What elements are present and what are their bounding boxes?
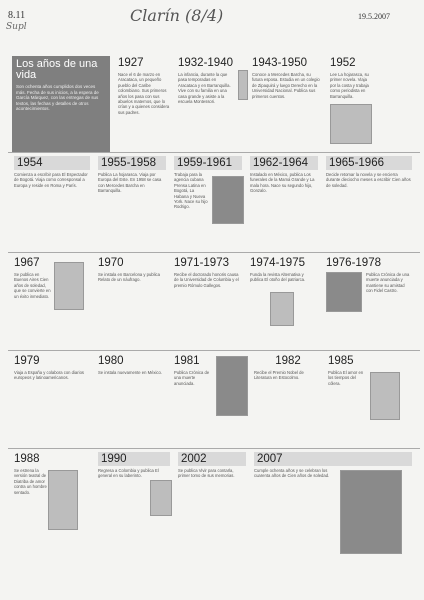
timeline-entry [10,154,94,250]
entry-text: Conoce a Mercedes Barcha, su futura esposa. Estudia en un colegio de Zipaquirá y luego Derecho en la Universidad Nacional. Publica sus primeros cuentos. [252,72,320,99]
timeline-entry [250,352,326,448]
entry-text: Lee La hojarasca, su primer novela. Viaja por la costa y trabaja como periodista en Barranquilla. [330,72,369,99]
masthead: Clarín (8/4) [130,6,224,25]
entry-text: Publica La hojarasca. Viaja por Europa del Este. En 1958 se casa con Mercedes Barcha en Barranquilla. [98,172,162,194]
entry-text: Funda la revista Alternativa y publica El otoño del patriarca. [250,272,306,283]
page-header [0,4,424,34]
book-cover-photo [48,470,78,530]
entry-text: La infancia, durante la que pasa temporadas en Aracataca y en Barranquilla. Vive con su familia en una casa grande y asiste a la escuela Montessori. [178,72,231,105]
portrait-photo [340,470,402,554]
row-divider [8,252,420,253]
book-cover-photo [370,372,400,420]
entry-year: 2002 [178,452,246,466]
book-cover-photo [54,262,84,310]
entry-year: 1985 [328,355,354,367]
house-photo [330,104,372,144]
entry-text: Decide retomar la novela y se encierra durante dieciocho meses a escribir Cien años de soledad. [326,172,411,188]
entry-year: 1970 [98,257,124,269]
entry-text: Instalado en México, publica Los funerales de la Mamá Grande y La mala hora. Nace su segundo hijo, Gonzalo. [250,172,315,194]
timeline-entry [10,352,96,448]
row-divider [8,448,420,449]
book-cover-photo [150,480,172,516]
entry-text: Se publica en Buenos Aires Cien años de soledad, que se convierte en un éxito inmediato. [14,272,51,299]
entry-text: Se instala nuevamente en México. [98,370,163,375]
entry-year: 1943-1950 [252,57,307,69]
timeline-entry [174,450,250,570]
timeline-entry [94,154,170,250]
entry-year: 1952 [330,57,356,69]
entry-text: Regresa a Colombia y publica El general en su laberinto. [98,468,159,479]
laughing-portrait-photo [216,356,248,416]
timeline-entry [114,54,174,150]
entry-year: 1982 [275,355,301,367]
entry-year: 1927 [118,57,144,69]
entry-text: Se publica Vivir para contarla, primer tomo de sus memorias. [178,468,235,479]
entry-text: Publica Crónica de una muerte anunciada y mantiene su amistad con Fidel Castro. [366,272,410,294]
couple-photo [212,176,244,224]
magazine-photo [270,292,294,326]
page-date: 19.5.2007 [358,12,390,21]
timeline-entry [246,154,322,250]
entry-year: 1971-1973 [174,257,229,269]
entry-year: 1932-1940 [178,57,233,69]
entry-text: Comienza a escribir para El Espectador de Bogotá. Viaja como corresponsal a Europa y reside en Roma y París. [14,172,88,188]
entry-year: 1962-1964 [250,156,318,170]
entry-year: 1981 [174,355,200,367]
entry-year: 1976-1978 [326,257,381,269]
timeline-entry [174,54,238,150]
entry-text: Trabaja para la agencia cubana Prensa Latina en Bogotá, La Habana y Nueva York. Nace su hijo Rodrigo. [174,172,208,210]
timeline-entry [248,54,324,150]
entry-year: 1959-1961 [174,156,242,170]
entry-year: 1967 [14,257,40,269]
intro-text: Son ochenta años cumplidos dos veces más. Fecha de sus inicios, a la espera de García Márquez, con las entregas de sus textos, las fechas y detalles de otros acontecimientos. [16,84,99,112]
portrait-photo [238,70,248,100]
entry-text: Se instala en Barcelona y publica Relato de un náufrago. [98,272,160,283]
timeline-entry [94,352,170,448]
entry-year: 1979 [14,355,40,367]
entry-year: 1954 [14,156,90,170]
entry-year: 2007 [254,452,412,466]
entry-text: Viaja a España y colabora con diarios europeos y latinoamericanos. [14,370,84,381]
handwritten-label: Supl [6,22,27,32]
entry-year: 1974-1975 [250,257,305,269]
entry-text: Recibe el Premio Nobel de Literatura en Estocolmo. [254,370,304,381]
entry-text: Nace el 6 de marzo en Aracataca, un pequeño pueblo del Caribe colombiano. Sus primeros años los pasa con sus abuelos maternos, que lo crían y a quienes considera sus padres. [118,72,170,115]
entry-year: 1990 [98,452,170,466]
row-divider [8,152,420,153]
entry-text: Cumple ochenta años y se celebran los cuarenta años de Cien años de soledad. [254,468,330,479]
entry-text: Se estrena la versión teatral de Diatriba de amor contra un hombre sentado. [14,468,47,495]
intro-title: Los años de una vida [16,58,98,81]
entry-year: 1980 [98,355,124,367]
entry-year: 1988 [14,453,40,465]
intro-box [12,56,110,152]
timeline-entry [322,154,416,250]
timeline-entry [94,254,170,350]
portrait-photo [326,272,362,312]
entry-text: Publica Crónica de una muerte anunciada. [174,370,210,386]
entry-year: 1965-1966 [326,156,412,170]
row-divider [8,350,420,351]
page-number: 8.11 [8,10,26,21]
entry-text: Recibe el doctorado honoris causa de la Universidad de Columbia y el premio Rómulo Gallegos. [174,272,239,288]
entry-text: Publica El amor en los tiempos del cólera. [328,370,364,386]
entry-year: 1955-1958 [98,156,166,170]
timeline-entry [170,254,246,350]
